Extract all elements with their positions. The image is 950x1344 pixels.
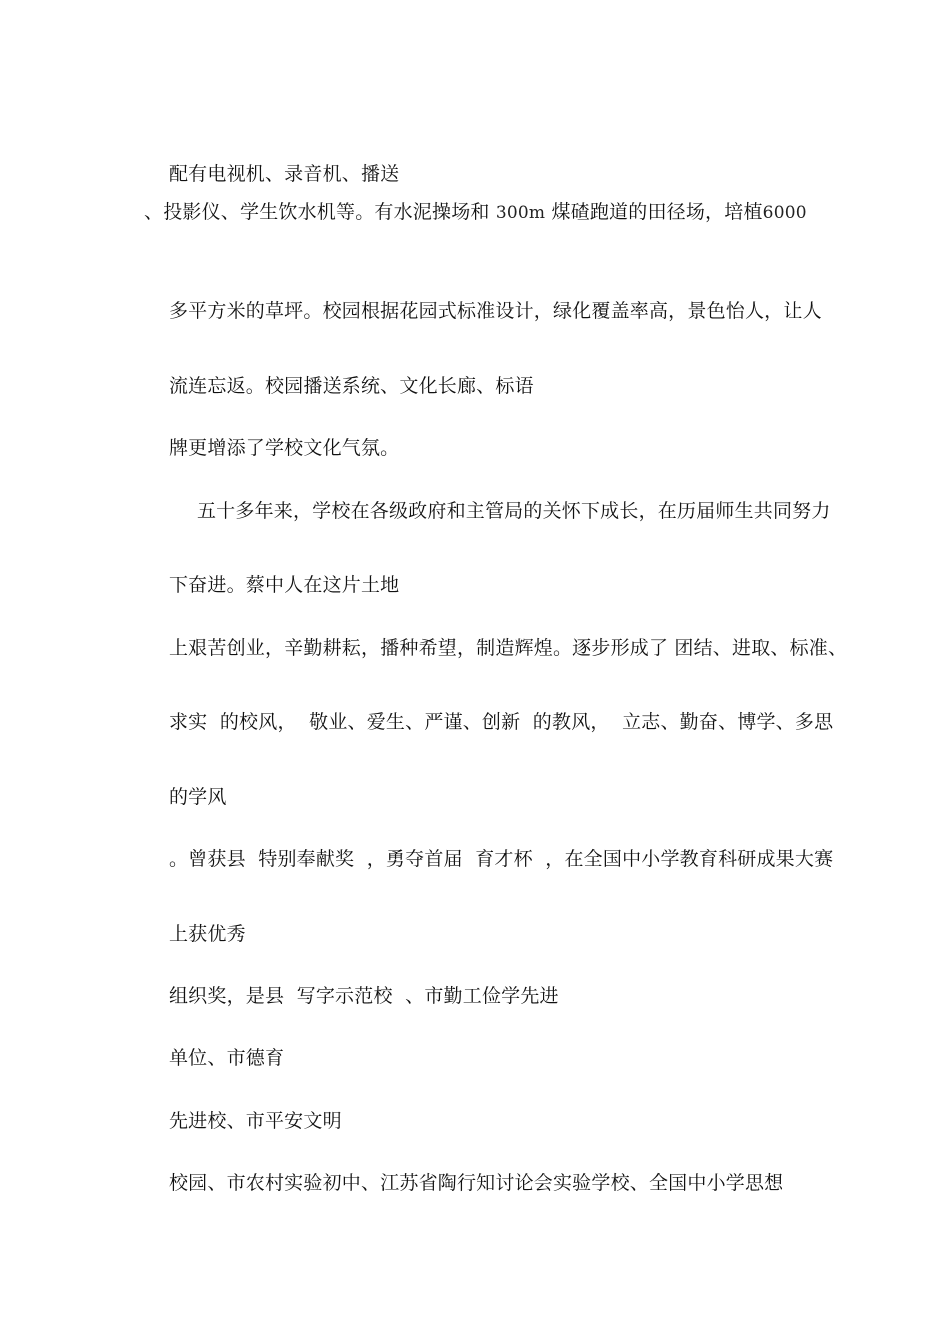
paragraph-first-line [172,475,831,547]
text-run: 流连忘返。校园播送系统、文化长廊、标语 [168,375,534,397]
text-run: 校园、市农村实验初中、江苏省陶行知讨论会实验学校、全国中小学思想 [168,1172,784,1194]
text-line-7 [144,549,399,621]
text-run: 上艰苦创业，辛勤耕耘，播种希望，制造辉煌。逐步形成了 团结、进取、标准、 [168,637,848,659]
text-run: 多平方米的草坪。校园根据花园式标准设计，绿化覆盖率高，景色怡人，让人 [168,300,822,322]
text-line-3 [144,275,822,347]
text-line-14 [144,1022,284,1094]
text-run: 下奋进。蔡中人在这片土地 [168,574,400,596]
text-run: 五十多年来，学校在各级政府和主管局的关怀下成长，在历届师生共同努力 [196,500,831,522]
text-run: 煤碴跑道的田径场，培植 [545,201,763,223]
text-run: 上获优秀 [168,923,246,945]
text-run: 配有电视机、录音机、播送 [168,163,400,185]
number-run: 6000 [762,203,807,223]
text-line-2 [144,200,807,225]
text-run: 组织奖，是县 写字示范校 、市勤工俭学先进 [168,985,559,1007]
text-line-9 [144,686,833,758]
text-line-11 [144,823,833,895]
number-run: 300m [495,203,546,223]
text-run: 牌更增添了学校文化气氛。 [168,437,400,459]
text-line-16 [144,1147,783,1219]
text-run: 求实 的校风， 敬业、爱生、严谨、创新 的教风， 立志、勤奋、博学、多思 [168,711,834,733]
text-run: 的学风 [168,786,227,808]
text-run: 。曾获县 特别奉献奖 ，勇夺首届 育才杯 ，在全国中小学教育科研成果大赛 [168,848,834,870]
text-line-8 [144,612,847,684]
text-run: 先进校、市平安文明 [168,1110,342,1132]
text-run: 、投影仪、学生饮水机等。有水泥操场和 [144,201,496,223]
text-line-5 [144,412,399,484]
text-run: 单位、市德育 [168,1047,285,1069]
